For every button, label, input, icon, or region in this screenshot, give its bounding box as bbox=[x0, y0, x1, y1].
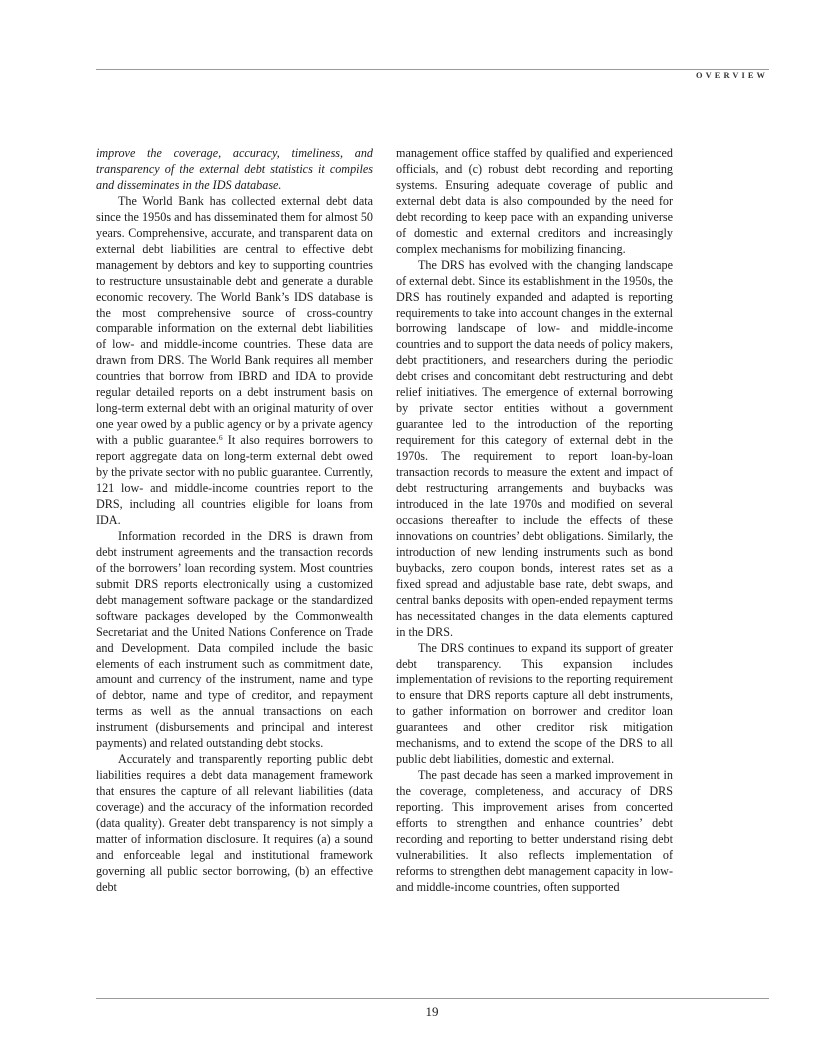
left-paragraph-2-text-cont: It also requires borrowers to report aggregate data on long-term external debt owed by the private sector with no public guarantee. Currently, 121 low- and middle-income countries report to the DRS, including all countries eligible for loans from IDA. bbox=[96, 433, 374, 527]
page-number: 19 bbox=[425, 1004, 439, 1019]
right-paragraph-1: management office staffed by qualified and experienced officials, and (c) robust debt recording and reporting systems. Ensuring adequate coverage of public and external debt data is also compounded by the need for debt recording to keep pace with an expanding universe of domestic and external creditors and increasingly complex mechanisms for mobilizing financing. bbox=[396, 146, 673, 256]
header-rule bbox=[96, 69, 769, 70]
right-paragraph-2: The DRS has evolved with the changing landscape of external debt. Since its establishment in the 1950s, the DRS has routinely expanded and adapted is reporting requirements to take into account changes in the external borrowing landscape of low- and middle-income countries and to support the data needs of policy makers, debt practitioners, and researchers during the periodic debt crises and concomitant debt restructuring and debt relief initiatives. The emergence of external borrowing by private sector entities without a government guarantee led to the introduction of the reporting requirement for this category of external debt in the 1970s. The requirement to report loan-by-loan transaction records to measure the extent and impact of debt restructuring arrangements and buybacks was introduced in the late 1970s and modified on several occasions thereafter to include the effects of these innovations on countries’ debt obligations. Similarly, the introduction of new lending instruments such as bond buybacks, zero coupon bonds, interest rates set as a fixed spread and adjustable base rate, debt swaps, and central banks deposits with open-ended repayment terms has necessitated changes in the data elements captured in the DRS. bbox=[396, 257, 673, 639]
footnote-ref-6[interactable]: 6 bbox=[218, 433, 223, 443]
left-paragraph-3: Information recorded in the DRS is drawn from debt instrument agreements and the transaction records of the borrowers’ loan recording system. Most countries submit DRS reports electronically using a customized debt management software package or the standardized software packages developed by the Commonwealth Secretariat and the United Nations Conference on Trade and Development. Data compiled include the basic elements of each instrument such as commitment date, amount and currency of the instrument, name and type of debtor, name and type of creditor, and repayment terms as well as the annual transactions on each instrument (disbursements and principal and interest payments) and related outstanding debt stocks. bbox=[96, 528, 373, 751]
left-paragraph-4: Accurately and transparently reporting public debt liabilities requires a debt data management framework that ensures the capture of all relevant liabilities (data coverage) and the accuracy of the information recorded (data quality). Greater debt transparency is not simply a matter of information disclosure. It requires (a) a sound and enforceable legal and institutional framework governing all public sector borrowing, (b) an effective debt bbox=[96, 752, 373, 894]
left-paragraph-2-text: The World Bank has collected external debt data since the 1950s and has disseminated them for almost 50 years. Comprehensive, accurate, and transparent data on external debt liabilities are central to effective debt management by debtors and key to supporting countries to restructure unsustainable debt and generate a durable economic recovery. The World Bank’s IDS database is the most comprehensive source of cross-country comparable information on the external debt liabilities of low- and middle-income countries. These data are drawn from DRS. The World Bank requires all member countries that borrow from IBRD and IDA to provide regular detailed reports on a debt instrument basis on long-term external debt with an original maturity of over one year owed by a public agency or by a private agency with a public guarantee. bbox=[96, 193, 373, 448]
footer-rule bbox=[96, 998, 769, 999]
right-paragraph-3: The DRS continues to expand its support of greater debt transparency. This expansion includes implementation of revisions to the reporting requirement to ensure that DRS reports capture all debt instruments, to gather information on borrower and creditor loan guarantees and other creditor risk mitigation mechanisms, and to extend the scope of the DRS to all public debt liabilities, domestic and external. bbox=[396, 640, 673, 767]
right-paragraph-4: The past decade has seen a marked improvement in the coverage, completeness, and accuracy of DRS reporting. This improvement arises from concerted efforts to strengthen and enhance countries’ debt recording and reporting to better understand rising debt vulnerabilities. It also reflects implementation of reforms to strengthen debt management capacity in low- and middle-income countries, often supported bbox=[396, 768, 673, 894]
running-head: OVERVIEW bbox=[696, 71, 768, 80]
right-column bbox=[396, 146, 673, 896]
left-column bbox=[96, 146, 373, 896]
left-paragraph-2 bbox=[96, 194, 373, 529]
left-paragraph-1: improve the coverage, accuracy, timeliness, and transparency of the external debt statistics it compiles and disseminates in the IDS database. bbox=[96, 146, 373, 192]
